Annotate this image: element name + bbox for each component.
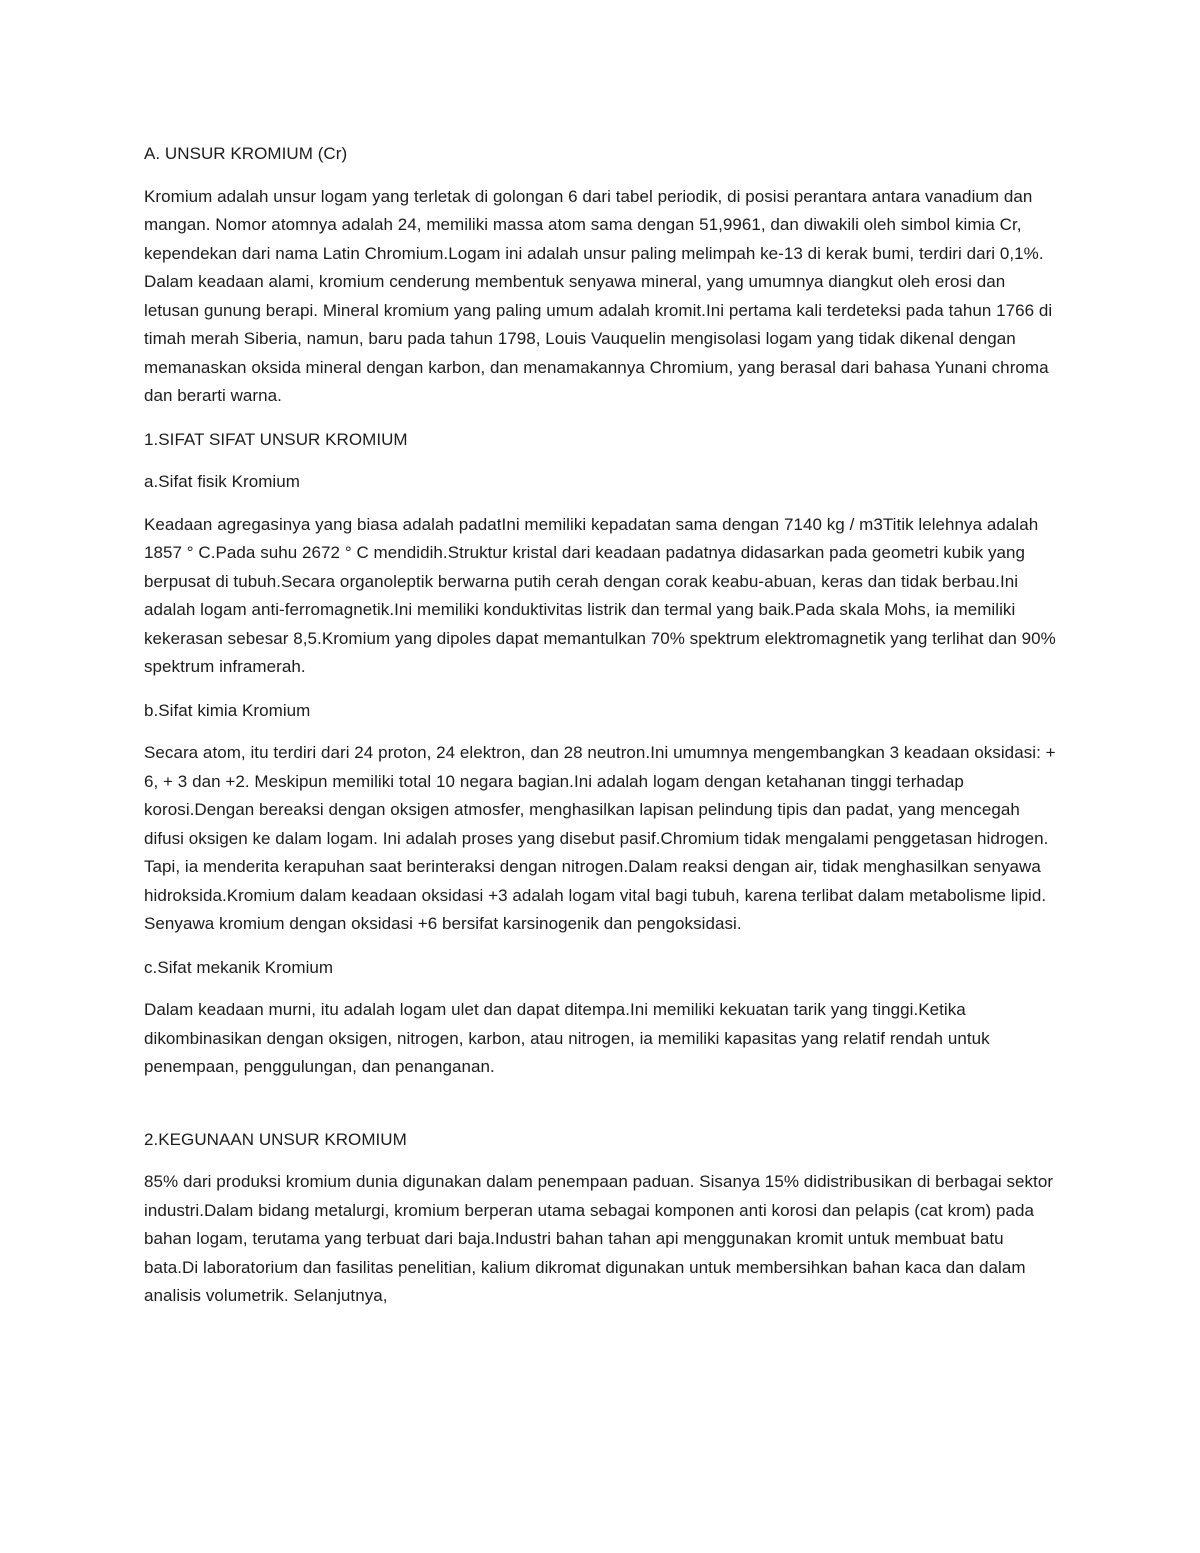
subsection-b-heading: b.Sifat kimia Kromium: [144, 700, 311, 720]
document-body: [144, 140, 1060, 1326]
section-1-heading: 1.SIFAT SIFAT UNSUR KROMIUM: [144, 429, 408, 449]
subsection-a-heading: a.Sifat fisik Kromium: [144, 472, 300, 491]
subsection-c-heading: c.Sifat mekanik Kromium: [144, 957, 334, 977]
document-title: A. UNSUR KROMIUM (Cr): [144, 144, 348, 163]
subsection-b-paragraph: Secara atom, itu terdiri dari 24 proton, 24 elektron, dan 28 neutron.Ini umumnya mengembangkan 3 keadaan oksidasi: + 6, + 3 dan +2. Meskipun memiliki total 10 negara bagian.Ini adalah logam dengan ketahanan tinggi terhadap korosi.Dengan bereaksi dengan oksigen atmosfer, menghasilkan lapisan pelindung tipis dan padat, yang mencegah difusi oksigen ke dalam logam. Ini adalah proses yang disebut pasif.Chromium tidak mengalami penggetasan hidrogen. Tapi, ia menderita kerapuhan saat berinteraksi dengan nitrogen.Dalam reaksi dengan air, tidak menghasilkan senyawa hidroksida.Kromium dalam keadaan oksidasi +3 adalah logam vital bagi tubuh, karena terlibat dalam metabolisme lipid. Senyawa kromium dengan oksidasi +6 bersifat karsinogenik dan pengoksidasi.: [144, 743, 1056, 933]
section-2-paragraph: 85% dari produksi kromium dunia digunakan dalam penempaan paduan. Sisanya 15% didistribusikan di berbagai sektor industri.Dalam bidang metalurgi, kromium berperan utama sebagai komponen anti korosi dan pelapis (cat krom) pada bahan logam, terutama yang terbuat dari baja.Industri bahan tahan api menggunakan kromit untuk membuat batu bata.Di laboratorium dan fasilitas penelitian, kalium dikromat digunakan untuk membersihkan bahan kaca dan dalam analisis volumetrik. Selanjutnya,: [144, 1172, 1054, 1305]
subsection-a-paragraph: Keadaan agregasinya yang biasa adalah padatIni memiliki kepadatan sama dengan 7140 kg / m3Titik lelehnya adalah 1857 ° C.Pada suhu 2672 ° C mendidih.Struktur kristal dari keadaan padatnya didasarkan pada geometri kubik yang berpusat di tubuh.Secara organoleptik berwarna putih cerah dengan corak keabu-abuan, keras dan tidak berbau.Ini adalah logam anti-ferromagnetik.Ini memiliki konduktivitas listrik dan termal yang baik.Pada skala Mohs, ia memiliki kekerasan sebesar 8,5.Kromium yang dipoles dapat memantulkan 70% spektrum elektromagnetik yang terlihat dan 90% spektrum inframerah.: [144, 514, 1056, 676]
subsection-c-paragraph: Dalam keadaan murni, itu adalah logam ulet dan dapat ditempa.Ini memiliki kekuatan tarik yang tinggi.Ketika dikombinasikan dengan oksigen, nitrogen, karbon, atau nitrogen, ia memiliki kapasitas yang relatif rendah untuk penempaan, penggulungan, dan penanganan.: [144, 1000, 990, 1076]
section-2-heading: 2.KEGUNAAN UNSUR KROMIUM: [144, 1129, 407, 1149]
intro-paragraph: Kromium adalah unsur logam yang terletak di golongan 6 dari tabel periodik, di posisi perantara antara vanadium dan mangan. Nomor atomnya adalah 24, memiliki massa atom sama dengan 51,9961, dan diwakili oleh simbol kimia Cr, kependekan dari nama Latin Chromium.Logam ini adalah unsur paling melimpah ke-13 di kerak bumi, terdiri dari 0,1%. Dalam keadaan alami, kromium cenderung membentuk senyawa mineral, yang umumnya diangkut oleh erosi dan letusan gunung berapi. Mineral kromium yang paling umum adalah kromit.Ini pertama kali terdeteksi pada tahun 1766 di timah merah Siberia, namun, baru pada tahun 1798, Louis Vauquelin mengisolasi logam yang tidak dikenal dengan memanaskan oksida mineral dengan karbon, dan menamakannya Chromium, yang berasal dari bahasa Yunani chroma dan berarti warna.: [144, 186, 1053, 405]
